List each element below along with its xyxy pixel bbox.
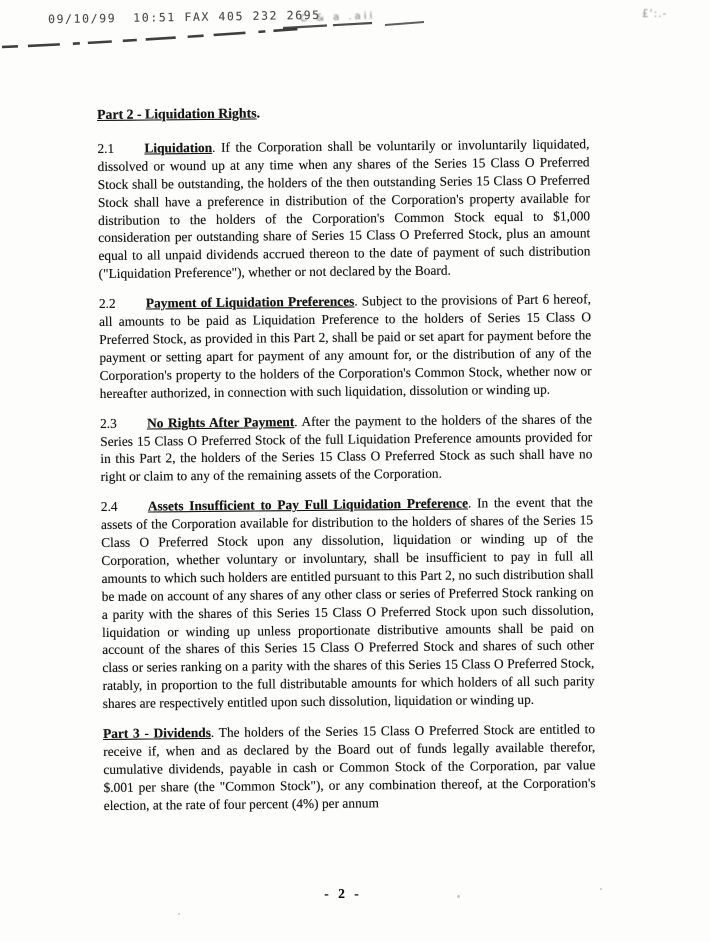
- section-title: Assets Insufficient to Pay Full Liquidation Preference: [147, 495, 469, 514]
- scan-scribble-line: [0, 0, 470, 60]
- fax-timestamp: 09/10/99 10:51 FAX 405 232 2695: [47, 7, 321, 27]
- section-body-text: Subject to the provisions of Part 6 hereof, all amounts to be paid as Liquidation Preference to the holders of Series 15 Class O Preferred Stock, as provided in this Part 2, shall be paid or set apart for payment before the payment or setting apart for payment of any amount for, or the distribution of any of the Corporation's property to the holders of the Corporation's Common Stock, whether now or hereafter authorized, in connection with such liquidation, dissolution or winding up.: [98, 291, 592, 401]
- section-body-text: In the event that the assets of the Corporation available for distribution to the holders of shares of the Series 15 Class O Preferred Stock upon any dissolution, liquidation or winding up of the Corporation, whether voluntary or involuntary, shall be insufficient to pay in full all amounts to which such holders are entitled pursuant to this Part 2, no such distribution shall be made on account of any shares of any other class or series of Preferred Stock ranking on a parity with the shares of this Series 15 Class O Preferred Stock upon such dissolution, liquidation or winding up unless proportionate distributive amounts shall be paid on account of the shares of this Series 15 Class O Preferred Stock and shares of such other class or series ranking on a parity with the shares of this Series 15 Class O Preferred Stock, ratably, in proportion to the full distributable amounts for which holders of all such parity shares are respectively entitled upon such dissolution, liquidation or winding up.: [100, 494, 595, 712]
- section-body-text: If the Corporation shall be voluntarily or involuntarily liquidated, dissolved or wound up at any time when any shares of the Series 15 Class O Preferred Stock shall be outstanding, the holders of the then outstanding Series 15 Class O Preferred Stock shall have a preference in distribution of the Corporation's property available for distribution to the holders of the Corporation's Common Stock equal to $1,000 consideration per outstanding share of Series 15 Class O Preferred Stock, plus an amount equal to all unpaid dividends accrued thereon to the date of payment of such distribution ("Liquidation Preference"), whether or not declared by the Board.: [97, 136, 591, 282]
- fax-corner-mark: £':.-: [642, 8, 668, 20]
- section-body-text: After the payment to the holders of the shares of the Series 15 Class O Preferred Stock of the full Liquidation Preference amounts provided for in this Part 2, the holders of the Series 15 Class O Preferred Stock as such shall have no right or claim to any of the remaining assets of the Corporation.: [100, 410, 593, 485]
- document-body: [97, 101, 596, 826]
- section-title-period: .: [294, 413, 302, 429]
- section-title-period: .: [212, 139, 222, 155]
- fax-center-note: C & a .aii: [299, 10, 376, 25]
- part2-heading-period: .: [256, 105, 261, 121]
- part3-heading-period: .: [210, 724, 219, 741]
- section-2-4: [101, 493, 595, 713]
- section-2-2: [99, 290, 592, 402]
- section-number: 2.2: [98, 295, 116, 312]
- section-2-3: [100, 410, 593, 486]
- part2-heading: [97, 101, 589, 124]
- scan-speck: [600, 888, 602, 890]
- part3-paragraph: [103, 720, 596, 814]
- part2-heading-text: Part 2 - Liquidation Rights: [97, 105, 257, 122]
- section-title: No Rights After Payment: [146, 413, 295, 431]
- section-number: 2.1: [97, 140, 115, 156]
- part3-heading-text: Part 3 - Dividends: [102, 725, 211, 742]
- section-title: Liquidation: [144, 139, 213, 156]
- section-number: 2.3: [99, 415, 117, 431]
- scan-speck: [178, 913, 180, 915]
- page-number: - 2 -: [324, 886, 362, 901]
- section-title-period: .: [354, 293, 362, 309]
- section-2-1: [97, 135, 590, 283]
- part3-body-text: The holders of the Series 15 Class O Preferred Stock are entitled to receive if, when and as declared by the Board out of funds legally available therefor, cumulative dividends, payable in cash or Common Stock of the Corporation, par value $.001 per share (the "Common Stock"), or any combination thereof, at the Corporation's election, at the rate of four percent (4%) per annum: [103, 721, 596, 813]
- section-title-period: .: [467, 495, 478, 511]
- section-title: Payment of Liquidation Preferences: [145, 293, 355, 311]
- section-number: 2.4: [100, 499, 118, 515]
